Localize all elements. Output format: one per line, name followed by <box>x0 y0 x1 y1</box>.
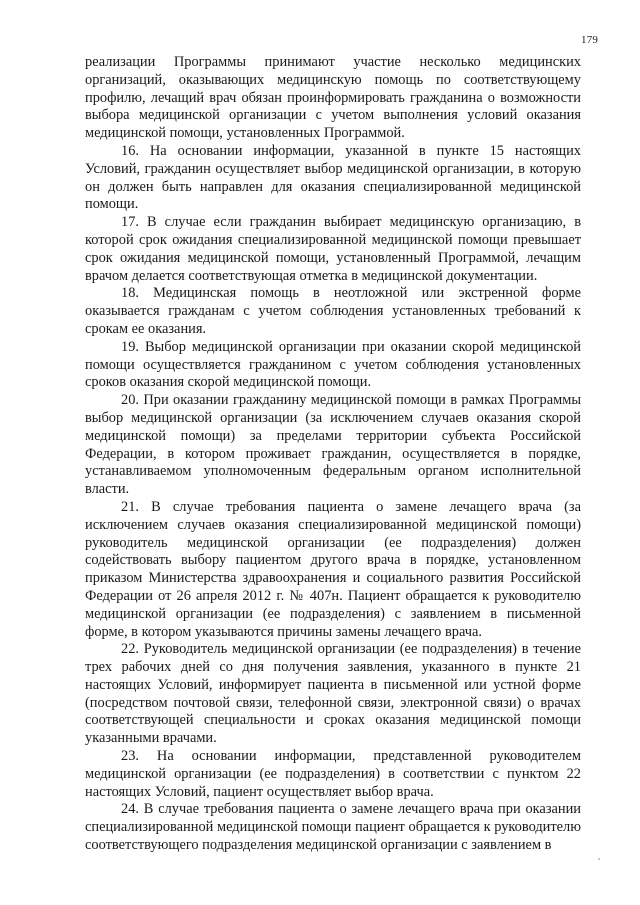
paragraph-16: 16. На основании информации, указанной в пункте 15 настоящих Условий, гражданин осуществляет выбор медицинской организации, в которую он должен быть направлен для оказания специализированной медицинской помощи. <box>85 142 581 213</box>
paragraph-17: 17. В случае если гражданин выбирает медицинскую организацию, в которой срок ожидания специализированной медицинской помощи превышает срок ожидания медицинской помощи, установленный Программой, лечащим врачом делается соответствующая отметка в медицинской документации. <box>85 214 581 284</box>
paragraph-19: 19. Выбор медицинской организации при оказании скорой медицинской помощи осуществляется гражданином с учетом соблюдения установленных сроков оказания скорой медицинской помощи. <box>85 338 581 391</box>
paragraph-24: 24. В случае требования пациента о замене лечащего врача при оказании специализированной медицинской помощи пациент обращается к руководителю соответствующего подразделения медицинской организации с заявлением в <box>85 801 581 854</box>
page-number: 179 <box>581 34 599 46</box>
paragraph-20: 20. При оказании гражданину медицинской помощи в рамках Программы выбор медицинской организации (за исключением случаев оказания скорой медицинской помощи) за пределами территории субъекта Российской Федерации, в котором проживает гражданин, осуществляется в порядке, устанавливаемом уполномоченным федеральным органом исполнительной власти. <box>85 392 581 498</box>
paragraph-22: 22. Руководитель медицинской организации (ее подразделения) в течение трех рабочих дней со дня получения заявления, указанного в пункте 21 настоящих Условий, информирует пациента в письменной или устной форме (посредством почтовой связи, телефонной связи, электронной связи) о врачах соответствующей специальности и сроках оказания медицинской помощи указанными врачами. <box>85 641 581 747</box>
body-text <box>85 54 581 855</box>
paragraph-18: 18. Медицинская помощь в неотложной или экстренной форме оказывается гражданам с учетом соблюдения установленных требований к срокам ее оказания. <box>85 285 581 337</box>
paragraph-continuation: реализации Программы принимают участие несколько медицинских организаций, оказывающих медицинскую помощь по соответствующему профилю, лечащий врач обязан проинформировать гражданина о возможности выбора медицинской организации с учетом выполнения условий оказания медицинской помощи, установленных Программой. <box>85 54 581 142</box>
paragraph-21: 21. В случае требования пациента о замене лечащего врача (за исключением случаев оказания специализированной медицинской помощи) руководитель медицинской организации (ее подразделения) должен содействовать выбору пациентом другого врача в порядке, установленном приказом Министерства здравоохранения и социального развития Российской Федерации от 26 апреля 2012 г. № 407н. Пациент обращается к руководителю медицинской организации (ее подразделения) с заявлением в письменной форме, в котором указываются причины замены лечащего врача. <box>85 498 581 640</box>
scan-speck <box>598 858 600 860</box>
paragraph-23: 23. На основании информации, представленной руководителем медицинской организации (ее подразделения) в соответствии с пунктом 22 настоящих Условий, пациент осуществляет выбор врача. <box>85 748 581 800</box>
